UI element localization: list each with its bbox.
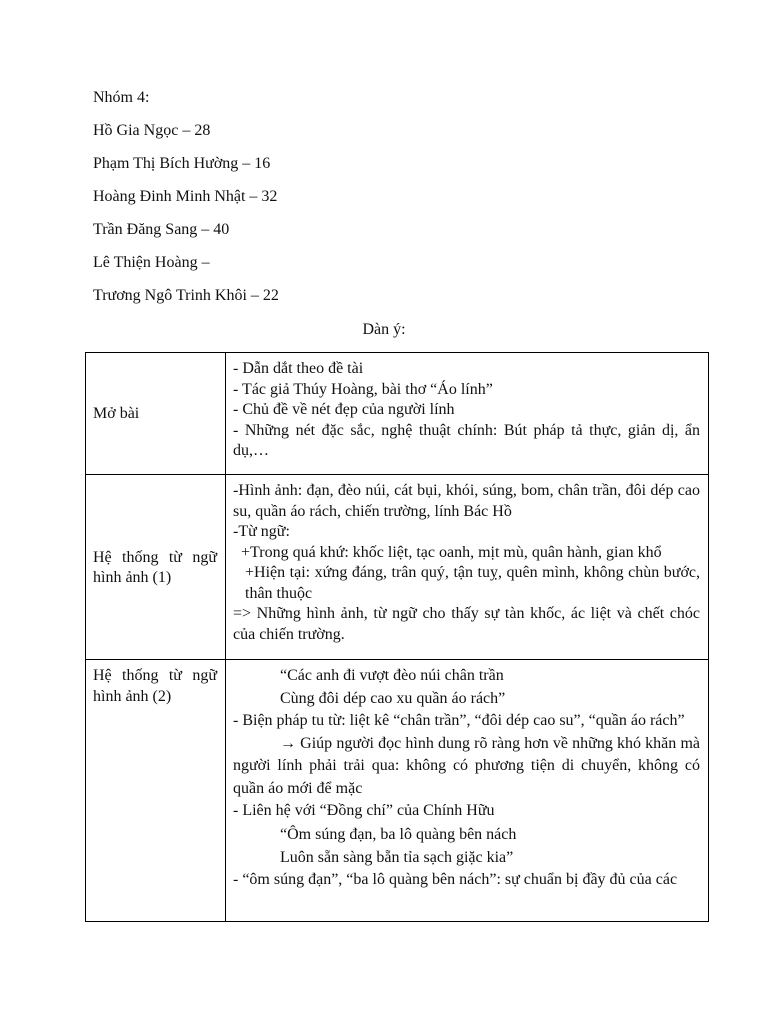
row-content xyxy=(226,660,709,922)
content-line: -Từ ngữ: xyxy=(233,523,290,540)
content-line: - Chủ đề về nét đẹp của người lính xyxy=(233,401,455,418)
content-line: +Trong quá khứ: khốc liệt, tạc oanh, mịt mù, quân hành, gian khổ xyxy=(241,543,662,561)
row-label: Mở bài xyxy=(86,353,226,475)
outline-title: Dàn ý: xyxy=(362,321,406,338)
content-line: => Những hình ảnh, từ ngữ cho thấy sự tàn khốc, ác liệt và chết chóc của chiến trường. xyxy=(233,605,700,643)
row-label: Hệ thống từ ngữ hình ảnh (1) xyxy=(86,475,226,660)
member-line: Trần Đăng Sang – 40 xyxy=(93,221,230,238)
member-line: Trương Ngô Trinh Khôi – 22 xyxy=(93,287,279,304)
outline-table xyxy=(85,352,709,922)
content-line: - Biện pháp tu từ: liệt kê “chân trần”, “đôi dép cao su”, “quần áo rách” xyxy=(233,712,685,729)
quote-line: Cùng đôi dép cao xu quần áo rách” xyxy=(280,690,506,707)
row-content xyxy=(226,475,709,660)
content-line: → Giúp người đọc hình dung rõ ràng hơn về những khó khăn mà người lính phải trải qua: không có phương tiện di chuyển, không có quần áo mới để mặc xyxy=(233,734,700,797)
content-line: - “ôm súng đạn”, “ba lô quàng bên nách”: sự chuẩn bị đầy đủ của các xyxy=(233,870,678,888)
content-line: -Hình ảnh: đạn, đèo núi, cát bụi, khói, súng, bom, chân trần, đôi dép cao su, quần áo rách, chiến trường, lính Bác Hồ xyxy=(233,482,700,520)
content-line: - Những nét đặc sắc, nghệ thuật chính: Bút pháp tả thực, giản dị, ẩn dụ,… xyxy=(233,421,700,459)
quote-line: “Các anh đi vượt đèo núi chân trần xyxy=(280,667,504,684)
quote-line: Luôn sẵn sàng bẵn tỉa sạch giặc kia” xyxy=(280,848,514,866)
table-row xyxy=(86,475,709,660)
group-title: Nhóm 4: xyxy=(93,89,150,106)
member-line: Hồ Gia Ngọc – 28 xyxy=(93,122,211,139)
row-content xyxy=(226,353,709,475)
quote-line: “Ôm súng đạn, ba lô quàng bên nách xyxy=(280,825,517,843)
content-line: - Dẫn dắt theo đề tài xyxy=(233,360,364,377)
table-row xyxy=(86,660,709,922)
member-line: Hoàng Đinh Minh Nhật – 32 xyxy=(93,188,278,205)
row-label: Hệ thống từ ngữ hình ảnh (2) xyxy=(86,660,226,922)
member-line: Lê Thiện Hoàng – xyxy=(93,254,210,271)
table-row xyxy=(86,353,709,475)
content-line: +Hiện tại: xứng đáng, trân quý, tận tuỵ, quên mình, không chùn bước, thân thuộc xyxy=(245,564,700,602)
content-line: - Liên hệ với “Đồng chí” của Chính Hữu xyxy=(233,802,495,819)
content-line: - Tác giả Thúy Hoàng, bài thơ “Áo lính” xyxy=(233,380,493,398)
member-line: Phạm Thị Bích Hường – 16 xyxy=(93,155,271,172)
